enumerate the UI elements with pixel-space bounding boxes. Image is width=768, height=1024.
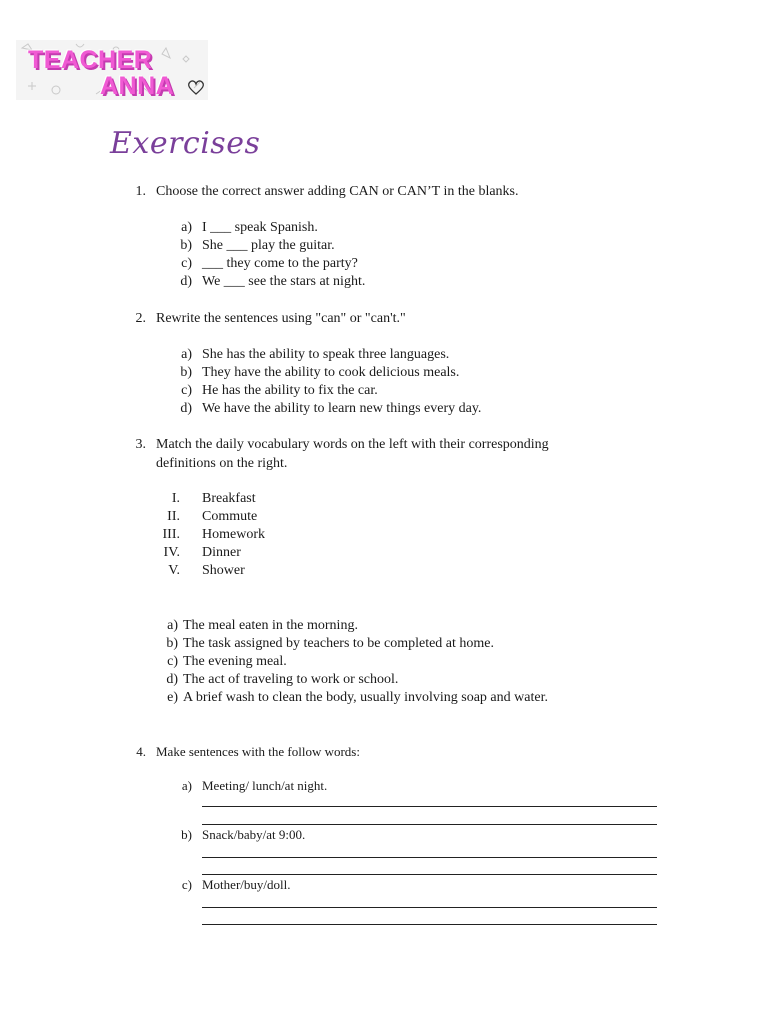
q2-item: He has the ability to fix the car. [202,383,378,398]
teacher-anna-logo [16,40,208,100]
q3-definition: The meal eaten in the morning. [183,618,358,633]
q2-item: She has the ability to speak three languages. [202,347,450,362]
q3-word: Commute [202,509,258,524]
answer-line[interactable] [202,874,657,875]
q3-definition-mark: c) [167,654,178,669]
answer-line[interactable] [202,806,657,807]
q1-item-mark: b) [180,238,192,253]
q2-item-mark: b) [180,365,192,380]
q1-item: We ___ see the stars at night. [202,274,366,289]
q3-prompt-line2: definitions on the right. [156,456,288,471]
page-title: Exercises [110,126,261,161]
q3-prompt-line1: Match the daily vocabulary words on the left with their corresponding [156,437,549,452]
q4-item-mark: b) [181,827,192,842]
q3-word: Breakfast [202,491,256,506]
heart-icon [186,77,206,97]
q2-item-mark: c) [181,383,192,398]
q3-definition: The act of traveling to work or school. [183,672,399,687]
q4-item: Meeting/ lunch/at night. [202,778,328,793]
q3-word-mark: I. [171,491,180,506]
q3-number: 3. [135,437,146,452]
q4-item-mark: a) [181,778,192,793]
logo-text-anna: ANNA [100,72,175,100]
answer-line[interactable] [202,857,657,858]
q2-item: We have the ability to learn new things every day. [202,401,482,416]
q3-word: Homework [202,527,265,542]
q4-item: Snack/baby/at 9:00. [202,827,306,842]
q1-item-mark: d) [180,274,192,289]
q3-definition-mark: e) [167,690,178,705]
answer-line[interactable] [202,924,657,925]
q3-definition-mark: a) [167,618,178,633]
q3-definition: The evening meal. [183,654,287,669]
q3-word-mark: IV. [163,545,180,560]
q1-number: 1. [135,184,146,199]
q3-definition: The task assigned by teachers to be completed at home. [183,636,495,651]
q4-prompt: Make sentences with the follow words: [156,744,360,759]
q4-item-mark: c) [181,877,192,892]
q3-definition-mark: b) [166,636,178,651]
q2-item-mark: d) [180,401,192,416]
q4-item: Mother/buy/doll. [202,877,291,892]
q3-word: Dinner [202,545,241,560]
q3-word-mark: II. [167,509,180,524]
answer-line[interactable] [202,824,657,825]
q3-word-mark: V. [168,563,180,578]
q1-item-mark: a) [181,220,192,235]
q1-item: She ___ play the guitar. [202,238,335,253]
q2-item-mark: a) [181,347,192,362]
q3-word-mark: III. [162,527,180,542]
q3-word: Shower [202,563,245,578]
q2-prompt: Rewrite the sentences using "can" or "can't." [156,311,406,326]
q1-item-mark: c) [181,256,192,271]
q1-item: ___ they come to the party? [202,256,358,271]
q3-definition-mark: d) [166,672,178,687]
logo-text-teacher: TEACHER [28,46,153,74]
q2-item: They have the ability to cook delicious meals. [202,365,460,380]
q3-definition: A brief wash to clean the body, usually involving soap and water. [183,690,548,705]
q2-number: 2. [135,311,146,326]
q1-prompt: Choose the correct answer adding CAN or CAN’T in the blanks. [156,184,519,199]
q1-item: I ___ speak Spanish. [202,220,318,235]
answer-line[interactable] [202,907,657,908]
q4-number: 4. [136,744,146,759]
